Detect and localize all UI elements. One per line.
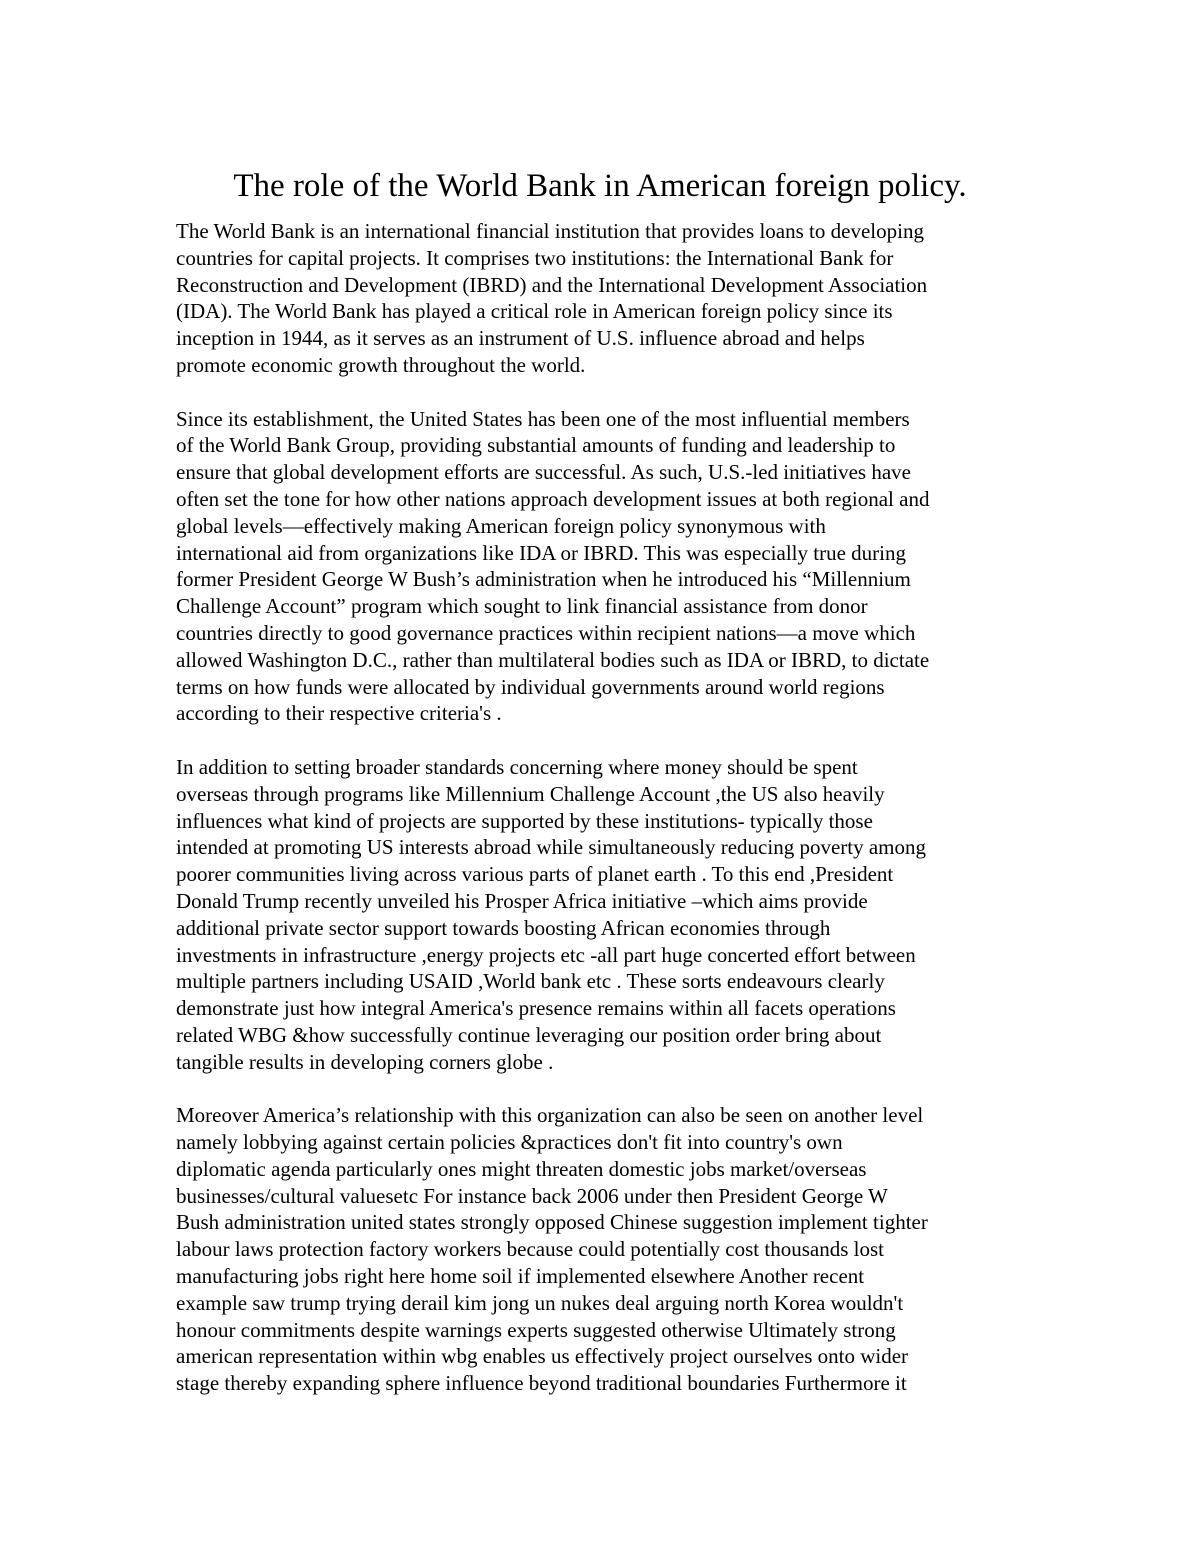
text-line: stage thereby expanding sphere influence beyond traditional boundaries Furthermore it (176, 1371, 907, 1396)
text-line: (IDA). The World Bank has played a critical role in American foreign policy since its (176, 299, 893, 324)
text-line: Moreover America’s relationship with this organization can also be seen on another level (176, 1103, 924, 1128)
text-line: allowed Washington D.C., rather than multilateral bodies such as IDA or IBRD, to dictate (176, 647, 930, 672)
text-line: influences what kind of projects are supported by these institutions- typically those (176, 808, 873, 833)
text-line: Challenge Account” program which sought to link financial assistance from donor (176, 594, 868, 619)
text-line: Donald Trump recently unveiled his Prosper Africa initiative –which aims provide (176, 888, 868, 913)
text-line: honour commitments despite warnings experts suggested otherwise Ultimately strong (176, 1317, 896, 1342)
text-line: ensure that global development efforts are successful. As such, U.S.-led initiatives have (176, 460, 911, 485)
text-line: businesses/cultural valuesetc For instance back 2006 under then President George W (176, 1183, 888, 1208)
text-line: Since its establishment, the United States has been one of the most influential members (176, 406, 910, 431)
text-line: often set the tone for how other nations approach development issues at both regional and (176, 486, 930, 511)
text-line: global levels—effectively making American foreign policy synonymous with (176, 513, 826, 538)
text-line: labour laws protection factory workers because could potentially cost thousands lost (176, 1237, 884, 1262)
paragraph (176, 1102, 1036, 1397)
paragraph (176, 754, 1036, 1076)
text-line: promote economic growth throughout the world. (176, 352, 586, 377)
text-line: overseas through programs like Millennium Challenge Account ,the US also heavily (176, 781, 885, 806)
text-line: of the World Bank Group, providing substantial amounts of funding and leadership to (176, 433, 896, 458)
text-line: countries for capital projects. It comprises two institutions: the International Bank for (176, 245, 894, 270)
text-line: The World Bank is an international financial institution that provides loans to developing (176, 219, 924, 243)
text-line: multiple partners including USAID ,World bank etc . These sorts endeavours clearly (176, 969, 885, 994)
text-line: tangible results in developing corners globe . (176, 1049, 554, 1074)
text-line: according to their respective criteria's . (176, 701, 502, 726)
text-line: related WBG &how successfully continue leveraging our position order bring about (176, 1022, 882, 1047)
text-line: international aid from organizations like IDA or IBRD. This was especially true during (176, 540, 906, 565)
text-line: additional private sector support towards boosting African economies through (176, 915, 831, 940)
document-title: The role of the World Bank in American foreign policy. (233, 168, 967, 204)
text-line: Reconstruction and Development (IBRD) and the International Development Association (176, 272, 928, 297)
text-line: In addition to setting broader standards concerning where money should be spent (176, 754, 858, 779)
text-line: intended at promoting US interests abroad while simultaneously reducing poverty among (176, 835, 927, 860)
paragraph (176, 406, 1036, 728)
text-line: manufacturing jobs right here home soil if implemented elsewhere Another recent (176, 1264, 865, 1289)
text-line: terms on how funds were allocated by individual governments around world regions (176, 674, 885, 699)
text-line: namely lobbying against certain policies &practices don't fit into country's own (176, 1130, 843, 1155)
text-line: Bush administration united states strongly opposed Chinese suggestion implement tighter (176, 1210, 928, 1235)
text-line: inception in 1944, as it serves as an instrument of U.S. influence abroad and helps (176, 326, 865, 351)
text-line: former President George W Bush’s administration when he introduced his “Millennium (176, 567, 911, 592)
text-line: investments in infrastructure ,energy projects etc -all part huge concerted effort between (176, 942, 916, 967)
text-line: poorer communities living across various parts of planet earth . To this end ,President (176, 862, 894, 887)
text-line: demonstrate just how integral America's presence remains within all facets operations (176, 996, 896, 1021)
text-line: example saw trump trying derail kim jong un nukes deal arguing north Korea wouldn't (176, 1290, 904, 1315)
text-line: diplomatic agenda particularly ones might threaten domestic jobs market/overseas (176, 1156, 867, 1181)
document-body (176, 218, 1036, 1424)
text-line: countries directly to good governance practices within recipient nations—a move which (176, 620, 916, 645)
text-line: american representation within wbg enables us effectively project ourselves onto wider (176, 1344, 909, 1369)
paragraph (176, 218, 1036, 379)
